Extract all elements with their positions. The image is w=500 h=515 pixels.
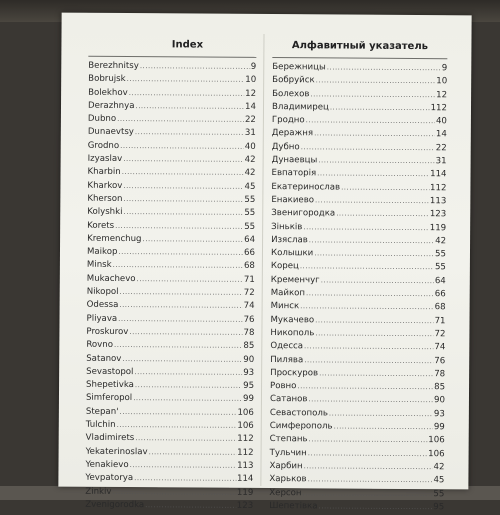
entry-name: Yekaterinoslav bbox=[85, 446, 148, 457]
entry-page-number: 85 bbox=[243, 341, 255, 352]
entry-name: Херсон bbox=[269, 487, 302, 498]
dot-leader bbox=[134, 366, 242, 380]
entry-name: Kharbin bbox=[87, 167, 121, 178]
dot-leader bbox=[330, 101, 430, 115]
entry-name: Шепетівка bbox=[269, 500, 318, 512]
index-entry bbox=[271, 300, 446, 315]
index-entry bbox=[272, 141, 447, 156]
index-entry bbox=[87, 219, 255, 233]
dot-leader bbox=[123, 180, 243, 194]
index-entry bbox=[270, 380, 445, 395]
entry-page-number: 66 bbox=[244, 248, 256, 259]
entry-page-number: 9 bbox=[250, 61, 257, 72]
entry-name: Пилява bbox=[270, 354, 304, 365]
index-entry bbox=[270, 314, 445, 329]
dot-leader bbox=[308, 474, 433, 488]
dot-leader bbox=[318, 500, 432, 514]
index-entry bbox=[86, 432, 254, 446]
entry-page-number: 64 bbox=[244, 234, 256, 245]
entry-name: Nikopol bbox=[86, 286, 119, 298]
entry-name: Гродно bbox=[271, 115, 305, 126]
entry-page-number: 42 bbox=[244, 154, 256, 166]
dot-leader bbox=[113, 259, 243, 273]
entry-name: Изяслав bbox=[271, 234, 308, 246]
entry-page-number: 78 bbox=[243, 327, 255, 338]
index-entry bbox=[271, 194, 446, 209]
entry-name: Kharkov bbox=[87, 180, 123, 191]
dot-leader bbox=[120, 140, 244, 154]
dot-leader bbox=[327, 61, 441, 75]
entry-page-number: 10 bbox=[436, 76, 448, 87]
entry-page-number: 112 bbox=[430, 182, 447, 193]
dot-leader bbox=[315, 327, 433, 341]
entry-name: Севастополь bbox=[269, 407, 328, 419]
entry-page-number: 55 bbox=[435, 249, 447, 260]
index-entry bbox=[86, 445, 254, 459]
dot-leader bbox=[314, 128, 435, 142]
title-rule bbox=[88, 56, 256, 58]
index-entry bbox=[88, 60, 256, 74]
index-entry bbox=[87, 286, 255, 300]
entry-name: Vladimirets bbox=[85, 433, 135, 444]
dot-leader bbox=[135, 432, 236, 446]
dot-leader bbox=[306, 287, 434, 301]
entry-page-number: 68 bbox=[243, 261, 255, 272]
index-entry bbox=[85, 459, 253, 473]
dot-leader bbox=[315, 314, 433, 328]
index-entry bbox=[271, 221, 446, 236]
entry-name: Proskurov bbox=[86, 326, 129, 337]
dot-leader bbox=[118, 313, 242, 327]
entry-page-number: 113 bbox=[237, 460, 254, 471]
entry-page-number: 42 bbox=[244, 168, 256, 179]
entry-page-number: 66 bbox=[434, 289, 446, 300]
entry-name: Mukachevo bbox=[86, 273, 136, 284]
dot-leader bbox=[301, 141, 435, 155]
dot-leader bbox=[336, 208, 429, 222]
index-title: Index bbox=[171, 39, 204, 51]
dot-leader bbox=[134, 472, 236, 486]
entry-name: Kremenchug bbox=[87, 233, 142, 244]
entry-name: Kherson bbox=[87, 193, 123, 204]
index-entry bbox=[270, 420, 445, 435]
index-entry bbox=[272, 88, 447, 103]
dot-leader bbox=[319, 367, 433, 381]
entry-page-number: 93 bbox=[433, 408, 445, 419]
entry-name: Odessa bbox=[86, 300, 119, 311]
dot-leader bbox=[309, 234, 434, 248]
entry-name: Maikop bbox=[86, 246, 118, 258]
entry-name: Сатанов bbox=[269, 394, 308, 405]
entry-name: Bobrujsk bbox=[88, 74, 126, 85]
index-entry bbox=[271, 274, 446, 289]
dot-leader bbox=[119, 406, 236, 420]
dot-leader bbox=[122, 166, 244, 180]
index-entry bbox=[88, 140, 256, 154]
entry-page-number: 76 bbox=[434, 355, 446, 366]
book-page bbox=[58, 13, 471, 513]
dot-leader bbox=[114, 339, 243, 353]
entry-name: Проскуров bbox=[270, 367, 319, 379]
dot-leader bbox=[135, 379, 242, 393]
index-entry bbox=[88, 126, 256, 140]
entry-name: Степань bbox=[269, 434, 308, 445]
index-entry bbox=[88, 113, 256, 127]
entry-name: Никополь bbox=[270, 327, 315, 339]
index-entry bbox=[85, 472, 253, 486]
dot-leader bbox=[321, 274, 434, 288]
entry-page-number: 123 bbox=[429, 209, 447, 220]
entry-name: Мукачево bbox=[270, 314, 315, 325]
entry-name: Звенигородка bbox=[271, 208, 336, 219]
entry-name: Зіньків bbox=[271, 221, 303, 232]
dot-leader bbox=[129, 326, 242, 340]
entry-page-number: 114 bbox=[236, 474, 254, 485]
entry-page-number: 112 bbox=[430, 103, 448, 114]
index-entry bbox=[271, 234, 446, 249]
entry-page-number: 55 bbox=[244, 208, 256, 219]
dot-leader bbox=[302, 487, 432, 501]
index-entry bbox=[86, 339, 254, 353]
index-entry bbox=[88, 153, 256, 167]
entry-name: Bolekhov bbox=[88, 87, 128, 98]
index-entry bbox=[271, 247, 446, 262]
dot-leader bbox=[123, 193, 243, 207]
index-entry bbox=[86, 405, 254, 419]
index-entry bbox=[269, 460, 444, 475]
index-entry bbox=[86, 312, 254, 326]
entry-name: Berezhnitsy bbox=[88, 60, 139, 72]
dot-leader bbox=[122, 353, 242, 367]
dot-leader bbox=[145, 499, 236, 513]
index-entry bbox=[86, 379, 254, 393]
entry-page-number: 9 bbox=[441, 63, 448, 74]
entry-name: Zvenigorodka bbox=[85, 499, 145, 510]
index-entry bbox=[87, 179, 255, 193]
dot-leader bbox=[341, 181, 429, 195]
entry-page-number: 85 bbox=[434, 382, 446, 393]
entry-page-number: 55 bbox=[433, 488, 445, 499]
entry-page-number: 40 bbox=[244, 141, 256, 152]
index-title-russian: Алфавитный указатель bbox=[291, 40, 429, 53]
dot-leader bbox=[149, 446, 237, 460]
index-entry bbox=[272, 154, 447, 169]
dot-leader bbox=[329, 407, 433, 421]
dot-leader bbox=[308, 447, 427, 461]
entry-page-number: 64 bbox=[434, 275, 446, 287]
index-entry bbox=[88, 86, 256, 100]
entry-page-number: 71 bbox=[434, 315, 446, 326]
entry-name: Дубно bbox=[271, 141, 300, 153]
index-column-english bbox=[85, 39, 256, 513]
entry-page-number: 72 bbox=[243, 287, 255, 298]
entry-name: Екатеринослав bbox=[271, 181, 341, 193]
entry-page-number: 113 bbox=[429, 196, 447, 207]
entry-page-number: 123 bbox=[236, 500, 254, 511]
entry-page-number: 14 bbox=[245, 101, 257, 112]
dot-leader bbox=[303, 221, 428, 235]
dot-leader bbox=[304, 341, 433, 355]
entry-name: Yevpatorya bbox=[85, 472, 134, 484]
entry-name: Евпаторія bbox=[271, 168, 317, 179]
index-entry bbox=[270, 447, 445, 462]
entry-name: Pliyava bbox=[86, 313, 118, 324]
entry-name: Sevastopol bbox=[86, 366, 134, 377]
entry-name: Kolyshki bbox=[87, 207, 123, 218]
entry-name: Бережницы bbox=[272, 62, 326, 73]
index-entry bbox=[86, 392, 254, 406]
index-entry bbox=[272, 128, 447, 143]
entry-name: Yenakievo bbox=[85, 459, 129, 470]
entry-page-number: 12 bbox=[436, 89, 448, 100]
entry-name: Korets bbox=[87, 220, 115, 231]
entry-page-number: 106 bbox=[237, 420, 254, 431]
dot-leader bbox=[135, 127, 244, 141]
index-entry bbox=[271, 207, 446, 222]
entry-name: Simferopol bbox=[85, 393, 133, 404]
dot-leader bbox=[317, 168, 429, 182]
index-entry bbox=[270, 327, 445, 342]
dot-leader bbox=[127, 73, 245, 87]
entry-name: Zinkiv bbox=[85, 486, 112, 497]
index-entry bbox=[271, 167, 446, 182]
entry-name: Деражня bbox=[271, 128, 314, 139]
entry-page-number: 10 bbox=[245, 75, 257, 86]
entry-name: Shepetivka bbox=[86, 379, 134, 391]
index-entry bbox=[87, 193, 255, 207]
entry-name: Tulchin bbox=[85, 419, 116, 430]
entry-page-number: 40 bbox=[435, 116, 447, 127]
index-entry bbox=[272, 74, 447, 89]
title-rule bbox=[272, 57, 447, 59]
index-entry bbox=[87, 246, 255, 260]
index-list bbox=[269, 61, 447, 514]
index-entry bbox=[272, 61, 447, 76]
entry-page-number: 106 bbox=[237, 407, 254, 418]
dot-leader bbox=[300, 261, 434, 275]
index-column-russian bbox=[269, 40, 447, 514]
dot-leader bbox=[130, 459, 237, 473]
dot-leader bbox=[304, 460, 433, 474]
dot-leader bbox=[310, 88, 435, 102]
index-entry bbox=[86, 419, 254, 433]
dot-leader bbox=[142, 233, 243, 247]
entry-page-number: 99 bbox=[242, 394, 254, 405]
index-entry bbox=[269, 473, 444, 488]
dot-leader bbox=[123, 206, 243, 220]
index-entry bbox=[86, 326, 254, 340]
entry-name: Dubno bbox=[87, 113, 117, 125]
entry-name: Харбин bbox=[269, 460, 303, 472]
entry-name: Dunaevtsy bbox=[87, 127, 134, 138]
entry-name: Харьков bbox=[269, 474, 307, 485]
dot-leader bbox=[115, 220, 243, 234]
entry-name: Симферополь bbox=[269, 421, 333, 432]
entry-page-number: 78 bbox=[434, 369, 446, 380]
index-entry bbox=[271, 181, 446, 196]
entry-name: Ровно bbox=[270, 381, 297, 392]
entry-page-number: 106 bbox=[428, 448, 445, 459]
index-entry bbox=[86, 352, 254, 366]
entry-page-number: 55 bbox=[244, 221, 256, 232]
index-entry bbox=[269, 487, 444, 502]
index-entry bbox=[87, 166, 255, 180]
index-entry bbox=[88, 100, 256, 114]
index-entry bbox=[87, 259, 255, 273]
entry-page-number: 22 bbox=[244, 115, 256, 126]
index-entry bbox=[87, 233, 255, 247]
dot-leader bbox=[297, 380, 433, 394]
index-entry bbox=[270, 340, 445, 355]
dot-leader bbox=[118, 246, 243, 260]
entry-page-number: 114 bbox=[430, 169, 447, 180]
entry-page-number: 31 bbox=[244, 128, 256, 139]
entry-page-number: 55 bbox=[244, 194, 256, 205]
index-entry bbox=[271, 260, 446, 275]
dot-leader bbox=[137, 273, 243, 287]
index-entry bbox=[85, 499, 253, 513]
entry-name: Derazhnya bbox=[87, 100, 135, 111]
entry-page-number: 45 bbox=[244, 181, 256, 192]
index-entry bbox=[272, 101, 447, 116]
entry-page-number: 95 bbox=[433, 501, 445, 513]
dot-leader bbox=[300, 301, 434, 315]
dot-leader bbox=[316, 75, 436, 89]
index-entry bbox=[270, 367, 445, 382]
index-entry bbox=[271, 287, 446, 302]
entry-page-number: 68 bbox=[434, 302, 446, 313]
entry-name: Колышки bbox=[270, 248, 314, 259]
entry-name: Болехов bbox=[272, 88, 310, 99]
dot-leader bbox=[304, 354, 433, 368]
entry-name: Тульчин bbox=[269, 447, 307, 458]
entry-page-number: 112 bbox=[237, 447, 254, 458]
dot-leader bbox=[334, 420, 433, 434]
index-entry bbox=[270, 354, 445, 369]
index-entry bbox=[269, 500, 444, 515]
entry-page-number: 45 bbox=[433, 475, 445, 486]
index-entry bbox=[88, 73, 256, 87]
index-entry bbox=[270, 433, 445, 448]
dot-leader bbox=[306, 114, 435, 128]
entry-page-number: 31 bbox=[435, 156, 447, 167]
dot-leader bbox=[129, 87, 245, 101]
entry-name: Кременчуг bbox=[270, 274, 320, 286]
entry-name: Дунаевцы bbox=[271, 155, 318, 166]
entry-page-number: 93 bbox=[243, 367, 255, 378]
entry-name: Satanov bbox=[86, 353, 122, 364]
entry-page-number: 106 bbox=[428, 435, 445, 446]
dot-leader bbox=[119, 299, 242, 313]
dot-leader bbox=[123, 153, 244, 167]
index-entry bbox=[87, 206, 255, 220]
entry-page-number: 12 bbox=[245, 88, 257, 99]
dot-leader bbox=[135, 100, 244, 114]
entry-page-number: 22 bbox=[435, 142, 447, 154]
entry-page-number: 119 bbox=[236, 487, 254, 498]
index-entry bbox=[87, 273, 255, 287]
entry-name: Stepan' bbox=[85, 406, 119, 417]
dot-leader bbox=[315, 194, 429, 208]
entry-name: Енакиево bbox=[271, 195, 315, 206]
entry-name: Minsk bbox=[86, 260, 112, 271]
entry-page-number: 112 bbox=[237, 434, 254, 445]
index-list bbox=[85, 60, 256, 513]
entry-page-number: 90 bbox=[243, 354, 255, 365]
entry-page-number: 95 bbox=[243, 380, 255, 392]
entry-name: Grodno bbox=[87, 140, 120, 151]
entry-page-number: 74 bbox=[434, 342, 446, 353]
entry-page-number: 14 bbox=[435, 129, 447, 140]
entry-page-number: 119 bbox=[429, 222, 447, 233]
entry-name: Rovno bbox=[86, 339, 114, 351]
entry-name: Бобруйск bbox=[272, 75, 315, 86]
index-entry bbox=[87, 299, 255, 313]
index-entry bbox=[272, 114, 447, 129]
column-divider bbox=[260, 34, 264, 486]
index-entry bbox=[270, 407, 445, 422]
dot-leader bbox=[309, 434, 428, 448]
entry-page-number: 55 bbox=[434, 262, 446, 273]
entry-page-number: 90 bbox=[433, 395, 445, 406]
index-entry bbox=[86, 366, 254, 380]
entry-page-number: 42 bbox=[433, 462, 445, 473]
dot-leader bbox=[308, 394, 433, 408]
entry-name: Минск bbox=[270, 301, 300, 312]
entry-name: Корец bbox=[270, 261, 299, 272]
entry-name: Майкоп bbox=[270, 288, 306, 299]
dot-leader bbox=[140, 60, 250, 74]
entry-page-number: 76 bbox=[243, 314, 255, 325]
dot-leader bbox=[133, 393, 242, 407]
entry-page-number: 42 bbox=[435, 236, 447, 247]
entry-page-number: 99 bbox=[433, 422, 445, 433]
index-entry bbox=[85, 485, 253, 499]
entry-page-number: 71 bbox=[243, 274, 255, 285]
entry-name: Владимирец bbox=[271, 101, 329, 113]
dot-leader bbox=[318, 154, 434, 168]
index-entry bbox=[270, 393, 445, 408]
dot-leader bbox=[120, 286, 243, 300]
entry-name: Izyaslav bbox=[87, 153, 123, 165]
dot-leader bbox=[112, 485, 236, 499]
entry-page-number: 74 bbox=[243, 301, 255, 312]
dot-leader bbox=[117, 419, 237, 433]
entry-name: Одесса bbox=[270, 341, 304, 352]
entry-page-number: 72 bbox=[434, 329, 446, 340]
dot-leader bbox=[117, 113, 244, 127]
dot-leader bbox=[314, 248, 434, 262]
